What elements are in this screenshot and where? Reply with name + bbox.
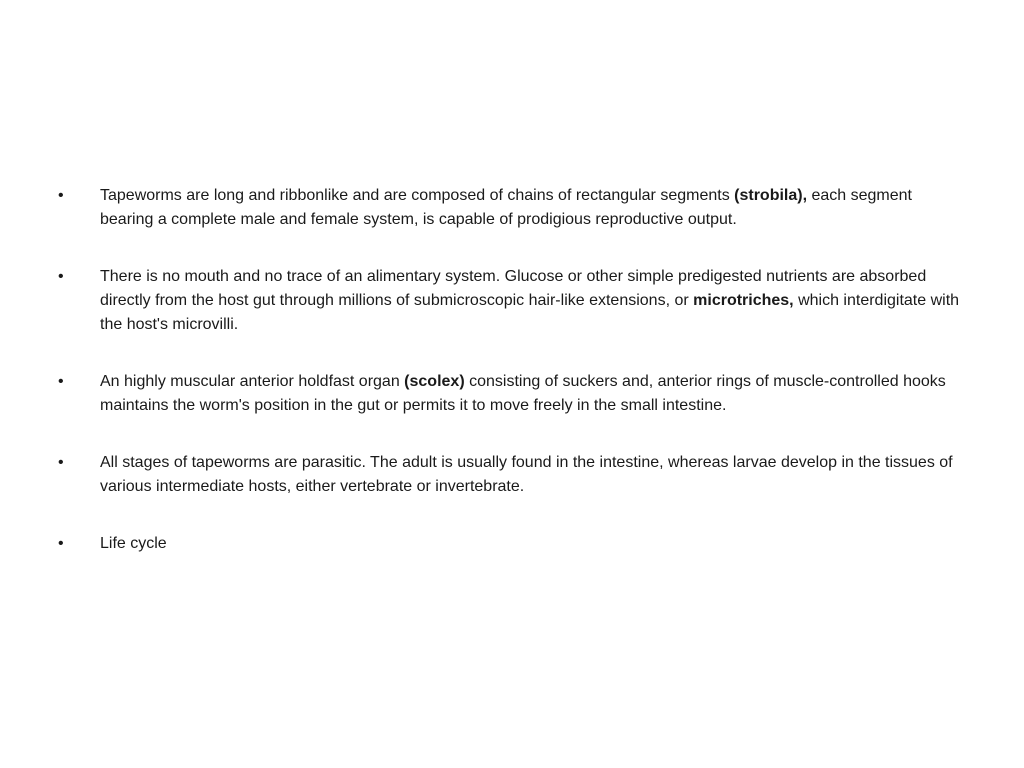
bullet-list [58, 184, 968, 556]
bullet-dot-icon: • [58, 187, 64, 204]
bullet-item [58, 265, 968, 337]
text-segment: each segment bearing a complete male and female system, is capable of prodigious reproductive output. [100, 187, 912, 228]
text-segment: which interdigitate with the host's microvilli. [100, 292, 960, 333]
text-segment: There is no mouth and no trace of an alimentary system. Glucose or other simple predigested nutrients are absorbed directly from the host gut through millions of submicroscopic hair-like extensions, or [100, 268, 927, 309]
bullet-text [100, 454, 953, 495]
text-segment: All stages of tapeworms are parasitic. The adult is usually found in the intestine, whereas larvae develop in the tissues of various intermediate hosts, either vertebrate or invertebrate. [100, 454, 953, 495]
text-segment: An highly muscular anterior holdfast organ [100, 373, 405, 390]
bold-term: (strobila), [734, 187, 808, 204]
bullet-text [100, 187, 912, 228]
text-segment: consisting of suckers and, anterior rings of muscle-controlled hooks maintains the worm's position in the gut or permits it to move freely in the small intestine. [100, 373, 946, 414]
bold-term: microtriches, [693, 292, 794, 309]
bullet-dot-icon: • [58, 373, 64, 390]
bullet-dot-icon: • [58, 454, 64, 471]
text-segment: Life cycle [100, 535, 167, 552]
bullet-text [100, 535, 167, 552]
bullet-item [58, 451, 968, 499]
bold-term: (scolex) [404, 373, 465, 390]
bullet-item [58, 532, 968, 556]
text-segment: Tapeworms are long and ribbonlike and are composed of chains of rectangular segments [100, 187, 735, 204]
bullet-item [58, 184, 968, 232]
bullet-item [58, 370, 968, 418]
bullet-text [100, 373, 946, 414]
bullet-dot-icon: • [58, 535, 64, 552]
bullet-dot-icon: • [58, 268, 64, 285]
bullet-text [100, 268, 959, 333]
